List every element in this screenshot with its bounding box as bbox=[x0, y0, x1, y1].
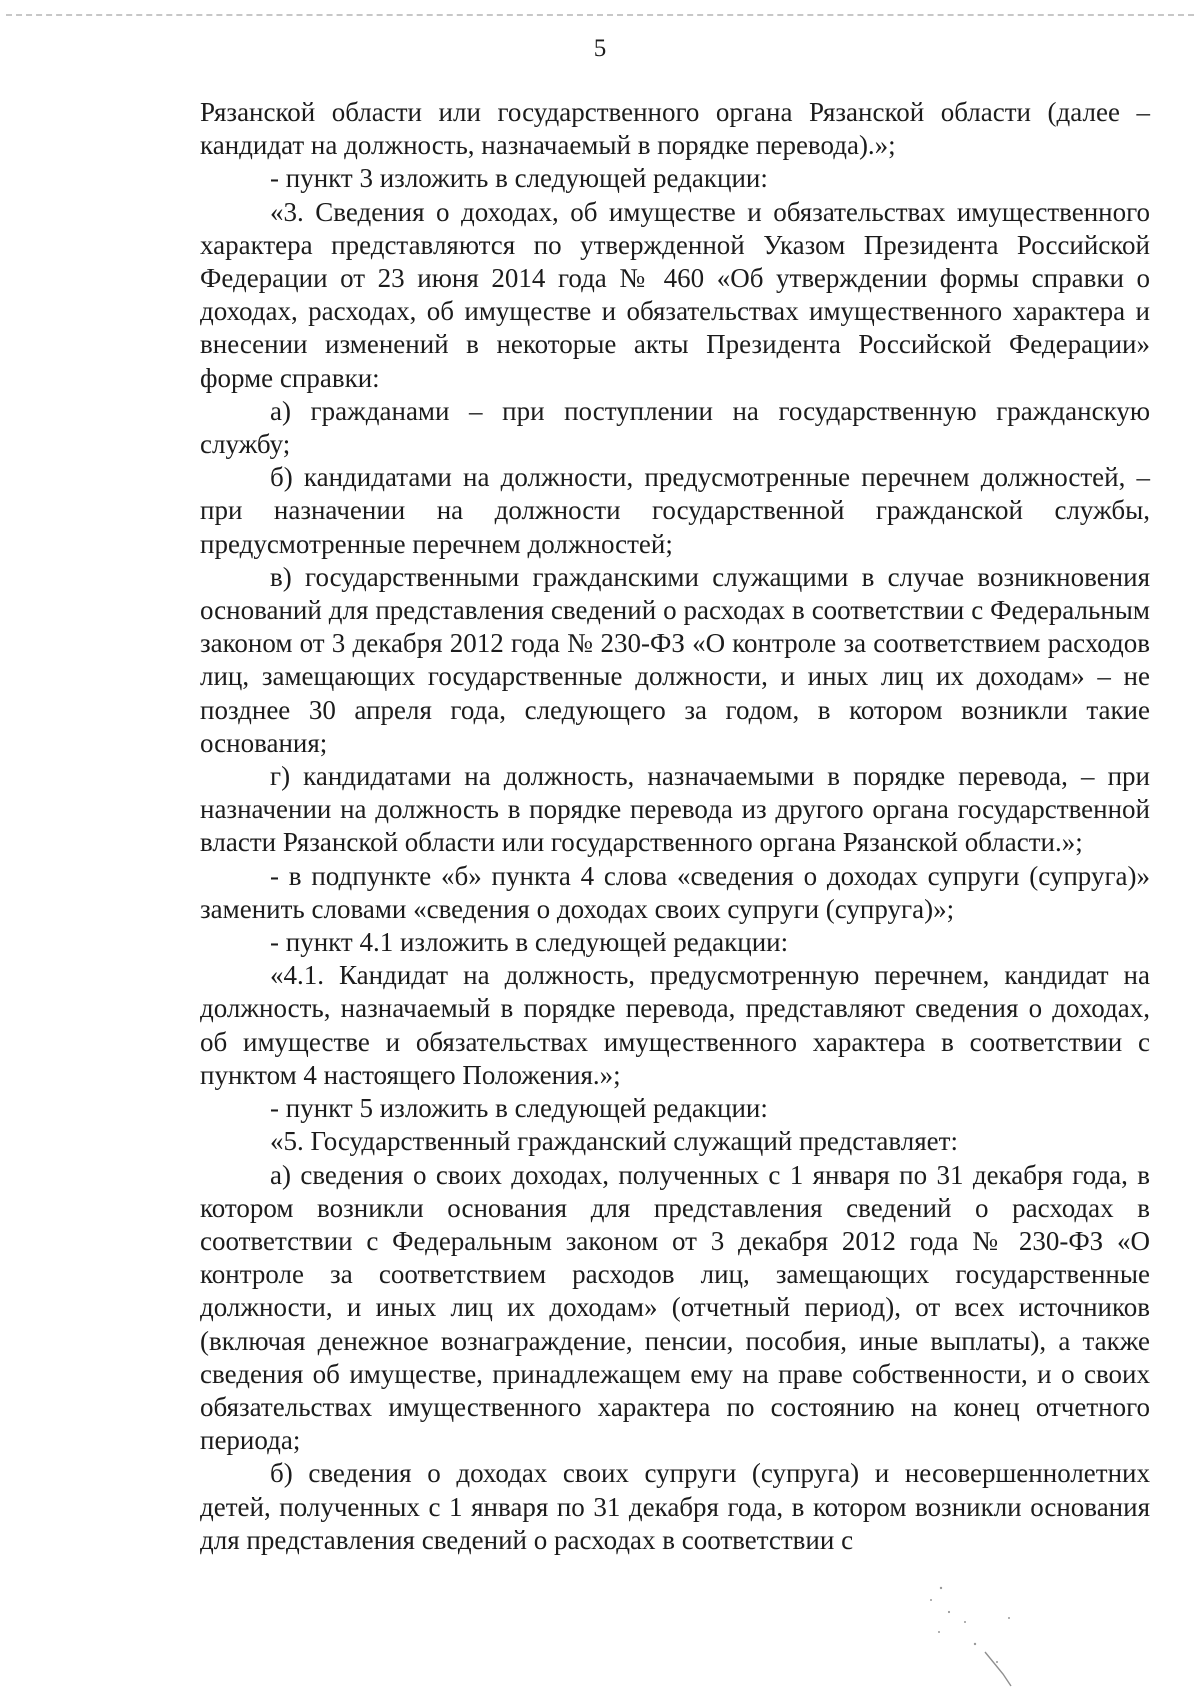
paragraph-subpoint-a: а) гражданами – при поступлении на государственную гражданскую службу; bbox=[200, 395, 1150, 460]
paragraph-point-4-1: «4.1. Кандидат на должность, предусмотренную перечнем, кандидат на должность, назначаемый в порядке перевода, представляют сведения о доходах, об имуществе и обязательствах имущественного характера в соответствии с пунктом 4 настоящего Положения.»; bbox=[200, 960, 1150, 1090]
scan-edge-line bbox=[6, 14, 1194, 16]
paragraph-amendment-point-3: - пункт 3 изложить в следующей редакции: bbox=[270, 163, 768, 194]
paragraph-point-5-b: б) сведения о доходах своих супруги (супруга) и несовершеннолетних детей, полученных с 1 января по 31 декабря года, в котором возникли основания для представления сведений о расходах в соответствии с bbox=[200, 1458, 1150, 1555]
paragraph-point-3: «3. Сведения о доходах, об имуществе и обязательствах имущественного характера представляются по утвержденной Указом Президента Российской Федерации от 23 июня 2014 года № 460 «Об утверждении формы справки о доходах, расходах, об имуществе и обязательствах имущественного характера и внесении изменений в некоторые акты Президента Российской Федерации» форме справки: bbox=[200, 196, 1150, 393]
document-body bbox=[200, 96, 1150, 1557]
page-number: 5 bbox=[593, 35, 607, 62]
paragraph-amendment-point-4: - в подпункте «б» пункта 4 слова «сведения о доходах супруги (супруга)» заменить словами «сведения о доходах своих супруги (супруга)»; bbox=[200, 860, 1150, 924]
paragraph-subpoint-g: г) кандидатами на должность, назначаемыми в порядке перевода, – при назначении на должность в порядке перевода из другого органа государственной власти Рязанской области или государственного органа Рязанской области.»; bbox=[200, 761, 1150, 858]
paragraph-point-5-a: а) сведения о своих доходах, полученных с 1 января по 31 декабря года, в котором возникли основания для представления сведений о расходах в соответствии с Федеральным законом от 3 декабря 2012 года № 230-ФЗ «О контроле за соответствием расходов лиц, замещающих государственные должности, и иных лиц их доходам» (отчетный период), от всех источников (включая денежное вознаграждение, пенсии, пособия, иные выплаты), а также сведения об имуществе, принадлежащем ему на праве собственности, и о своих обязательствах имущественного характера по состоянию на конец отчетного периода; bbox=[200, 1159, 1150, 1456]
paragraph-amendment-point-4-1: - пункт 4.1 изложить в следующей редакции: bbox=[270, 927, 789, 958]
paragraph-continuation: Рязанской области или государственного органа Рязанской области (далее – кандидат на должность, назначаемый в порядке перевода).»; bbox=[200, 97, 1150, 161]
paragraph-point-5: «5. Государственный гражданский служащий представляет: bbox=[270, 1126, 958, 1157]
paragraph-amendment-point-5: - пункт 5 изложить в следующей редакции: bbox=[270, 1093, 768, 1124]
scan-specks bbox=[905, 1582, 1015, 1692]
paragraph-subpoint-b: б) кандидатами на должности, предусмотренные перечнем должностей, – при назначении на должности государственной гражданской службы, предусмотренные перечнем должностей; bbox=[200, 462, 1150, 559]
paragraph-subpoint-v: в) государственными гражданскими служащими в случае возникновения оснований для представления сведений о расходах в соответствии с Федеральным законом от 3 декабря 2012 года № 230-ФЗ «О контроле за соответствием расходов лиц, замещающих государственные должности, и иных лиц их доходам» – не позднее 30 апреля года, следующего за годом, в котором возникли такие основания; bbox=[200, 561, 1150, 758]
